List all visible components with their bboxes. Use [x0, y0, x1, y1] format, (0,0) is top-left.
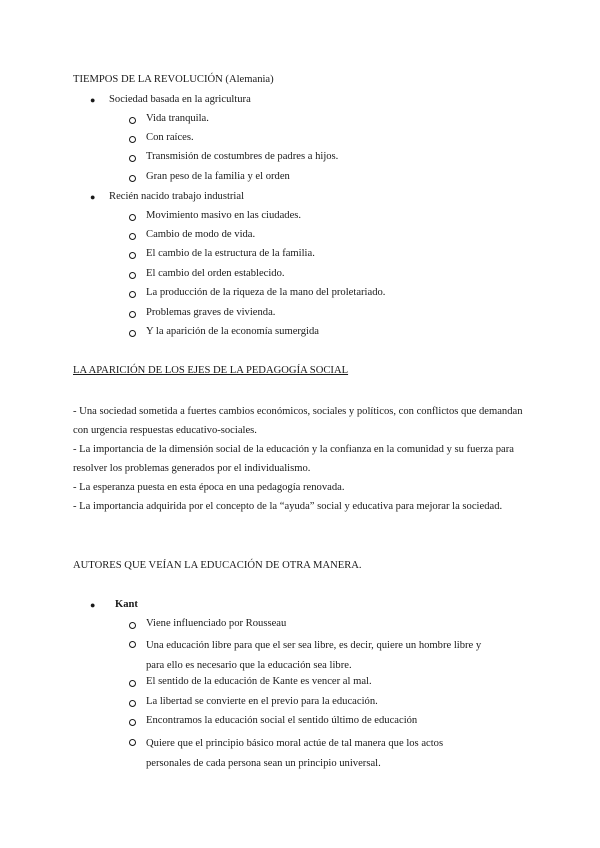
section-title-revolucion: TIEMPOS DE LA REVOLUCIÓN (Alemania)	[73, 74, 274, 85]
list-item: Viene influenciado por Rousseau	[146, 618, 287, 629]
bullet-circle	[129, 175, 136, 182]
list-item: Gran peso de la familia y el orden	[146, 171, 290, 182]
list-item-group-label: Recién nacido trabajo industrial	[109, 191, 245, 202]
list-item: Con raíces.	[146, 132, 194, 143]
bullet-circle	[129, 622, 136, 629]
list-item: Movimiento masivo en las ciudades.	[146, 210, 302, 221]
bullet-disc: ●	[90, 95, 96, 105]
bullet-circle	[129, 136, 136, 143]
list-item: Encontramos la educación social el sentido último de educación	[146, 715, 418, 726]
bullet-circle	[129, 680, 136, 687]
list-item: El sentido de la educación de Kante es vencer al mal.	[146, 676, 372, 687]
bullet-circle	[129, 330, 136, 337]
bullet-circle	[129, 719, 136, 726]
bullet-circle	[129, 155, 136, 162]
list-item: La producción de la riqueza de la mano del proletariado.	[146, 287, 386, 298]
list-item: El cambio de la estructura de la familia.	[146, 248, 315, 259]
bullet-circle	[129, 214, 136, 221]
list-item-group-label: Sociedad basada en la agricultura	[109, 94, 251, 105]
paragraph-line: - La importancia adquirida por el concepto de la “ayuda” social y educativa para mejorar la sociedad.	[73, 501, 503, 512]
bullet-circle	[129, 641, 136, 648]
bullet-circle	[129, 739, 136, 746]
bullet-circle	[129, 117, 136, 124]
list-item: Problemas graves de vivienda.	[146, 307, 276, 318]
list-item: Y la aparición de la economía sumergida	[146, 326, 319, 337]
list-item: La libertad se convierte en el previo para la educación.	[146, 696, 378, 707]
bullet-circle	[129, 291, 136, 298]
bullet-disc: ●	[90, 600, 96, 610]
bullet-disc: ●	[90, 192, 96, 202]
list-item: Quiere que el principio básico moral actúe de tal manera que los actos personales de cada persona sean un principio universal.	[146, 738, 444, 769]
bullet-circle	[129, 252, 136, 259]
section-title-pedagogia: LA APARICIÓN DE LOS EJES DE LA PEDAGOGÍA SOCIAL	[73, 365, 349, 376]
paragraph-line: - La esperanza puesta en esta época en una pedagogía renovada.	[73, 482, 345, 493]
paragraph	[73, 402, 533, 516]
list-item: Cambio de modo de vida.	[146, 229, 256, 240]
list-item: El cambio del orden establecido.	[146, 268, 285, 279]
list-item: Transmisión de costumbres de padres a hijos.	[146, 151, 339, 162]
list-item: Una educación libre para que el ser sea libre, es decir, quiere un hombre libre y para ello es necesario que la educación sea libre.	[146, 640, 482, 671]
bullet-circle	[129, 311, 136, 318]
section-title-autores: AUTORES QUE VEÍAN LA EDUCACIÓN DE OTRA MANERA.	[73, 560, 362, 571]
bullet-circle	[129, 700, 136, 707]
paragraph-line: - La importancia de la dimensión social de la educación y la confianza en la comunidad y su fuerza para resolver los problemas generados por el individualismo.	[73, 444, 514, 474]
bullet-circle	[129, 233, 136, 240]
paragraph-line: - Una sociedad sometida a fuertes cambios económicos, sociales y políticos, con conflictos que demandan con urgencia respuestas educativo-sociales.	[73, 406, 523, 436]
bullet-circle	[129, 272, 136, 279]
list-item: Vida tranquila.	[146, 113, 209, 124]
author-name: Kant	[115, 599, 138, 610]
